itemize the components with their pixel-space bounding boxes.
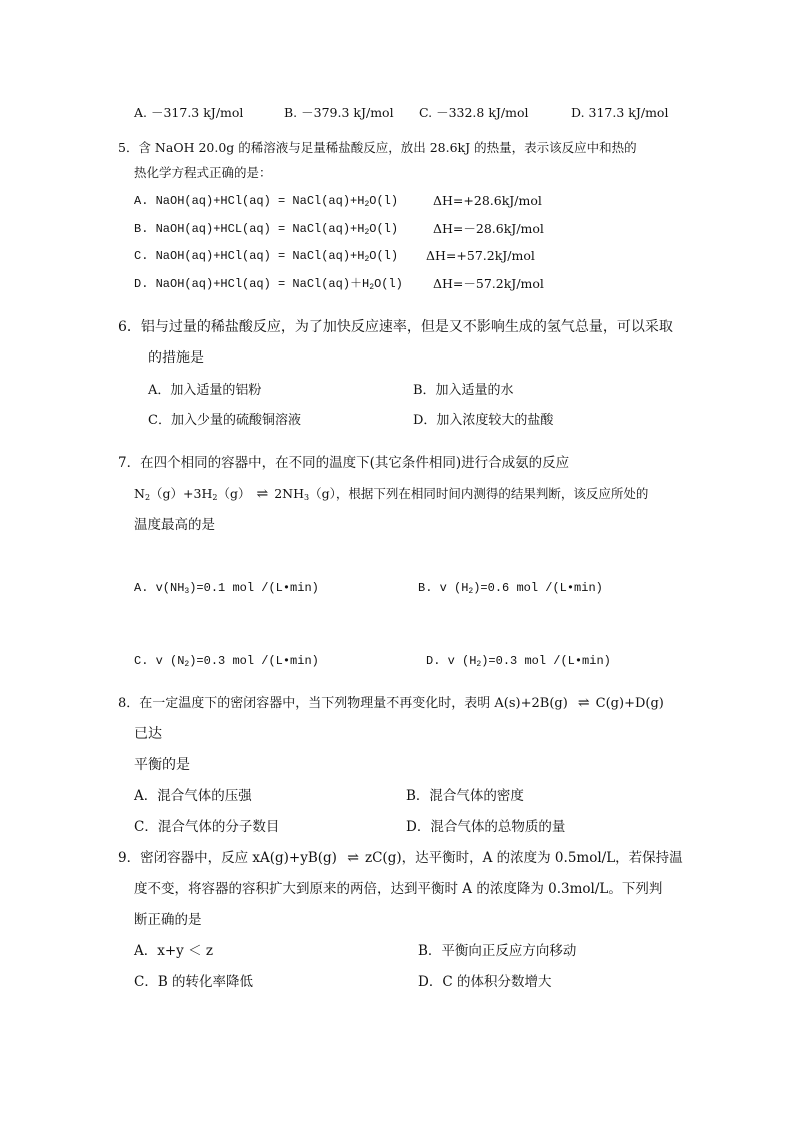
q7-equation-line: $N_2(g)+3H_2(g)$ ⇌ $2NH_3(g)$，根据下列在相同时间内测得的结果判断，该反应所处的 (134, 486, 649, 502)
q9-option-c: C．B 的转化率降低 (134, 974, 254, 990)
q7-option-d: D. v $(H_2)=0.3$ mol /(L•min) (426, 654, 611, 669)
q9-stem-line2: 度不变，将容器的容积扩大到原来的两倍，达到平衡时 A 的浓度降为 0.3mol/L。下列判 (134, 881, 663, 897)
q4-option-a: A. －317.3 kJ/mol (134, 105, 244, 120)
q8-option-a: A．混合气体的压强 (134, 788, 252, 804)
q5-stem-line1: 5．含 NaOH 20.0g 的稀溶液与足量稀盐酸反应，放出 28.6kJ 的热量，表示该反应中和热的 (118, 140, 637, 155)
equilibrium-arrow-icon: ⇌ (577, 695, 590, 711)
equilibrium-arrow-icon: ⇌ (256, 486, 269, 502)
q8-option-d: D．混合气体的总物质的量 (406, 819, 566, 835)
q7-option-a: A. $v(NH_3)=0.1$ mol /(L•min) (134, 581, 319, 596)
q5-option-d-equation: D. NaOH(aq)+HCl(aq) = $NaCl(aq)+H_2O(l)$ (134, 277, 403, 292)
q9-option-d: D．C 的体积分数增大 (418, 974, 552, 990)
q8-option-b: B．混合气体的密度 (406, 788, 524, 804)
q4-option-d: D. 317.3 kJ/mol (571, 105, 669, 120)
q5-option-a-enthalpy: ΔH=+28.6kJ/mol (433, 193, 542, 208)
q8-option-c: C．混合气体的分子数目 (134, 819, 280, 835)
q6-option-d: D．加入浓度较大的盐酸 (413, 413, 554, 428)
q6-stem-line1: 6．铝与过量的稀盐酸反应，为了加快反应速率，但是又不影响生成的氢气总量，可以采取 (118, 319, 673, 335)
q5-option-b-equation: B. NaOH(aq)+HCL(aq) = $NaCl(aq)+H_2O(l)$ (134, 222, 399, 237)
q5-option-c-enthalpy: ΔH=+57.2kJ/mol (426, 248, 535, 263)
q8-stem-line2: 已达 (134, 726, 162, 742)
q5-option-d-enthalpy: ΔH=－57.2kJ/mol (433, 276, 544, 291)
q7-stem-line3: 温度最高的是 (134, 517, 215, 533)
q5-stem-line2: 热化学方程式正确的是： (134, 165, 272, 180)
q4-option-c: C. －332.8 kJ/mol (419, 105, 529, 120)
q7-option-c: C. v $(N_2)=0.3$ mol /(L•min) (134, 654, 319, 669)
q5-option-a-equation: A. NaOH(aq)+HCl(aq) = $NaCl(aq)+H_2O(l)$ (134, 194, 399, 209)
q5-option-b-enthalpy: ΔH=－28.6kJ/mol (433, 221, 544, 236)
q6-option-a: A．加入适量的铝粉 (148, 383, 262, 398)
q9-option-b: B．平衡向正反应方向移动 (418, 943, 577, 959)
q5-option-c-equation: C. NaOH(aq)+HCl(aq) = $NaCl(aq)+H_2O(l)$ (134, 249, 399, 264)
q4-option-b: B. －379.3 kJ/mol (284, 105, 394, 120)
q9-stem-line1: 9．密闭容器中，反应 xA(g)+yB(g) ⇌ zC(g)，达平衡时，A 的浓度为 0.5mol/L，若保持温 (118, 850, 683, 866)
q8-stem-line1: 8．在一定温度下的密闭容器中，当下列物理量不再变化时，表明 A(s)+2B(g) ⇌ C(g)+D(g) (118, 695, 664, 711)
q7-stem-line1: 7．在四个相同的容器中，在不同的温度下(其它条件相同)进行合成氨的反应 (118, 455, 570, 471)
equilibrium-arrow-icon: ⇌ (347, 850, 359, 866)
q8-stem-line3: 平衡的是 (134, 757, 190, 773)
q6-option-c: C．加入少量的硫酸铜溶液 (148, 413, 301, 428)
q7-option-b: B. v $(H_2)=0.6$ mol /(L•min) (418, 581, 603, 596)
q6-option-b: B．加入适量的水 (413, 383, 514, 398)
q9-option-a: A．x+y ＜ z (134, 943, 213, 959)
q9-stem-line3: 断正确的是 (134, 912, 202, 928)
q6-stem-line2: 的措施是 (148, 350, 204, 366)
